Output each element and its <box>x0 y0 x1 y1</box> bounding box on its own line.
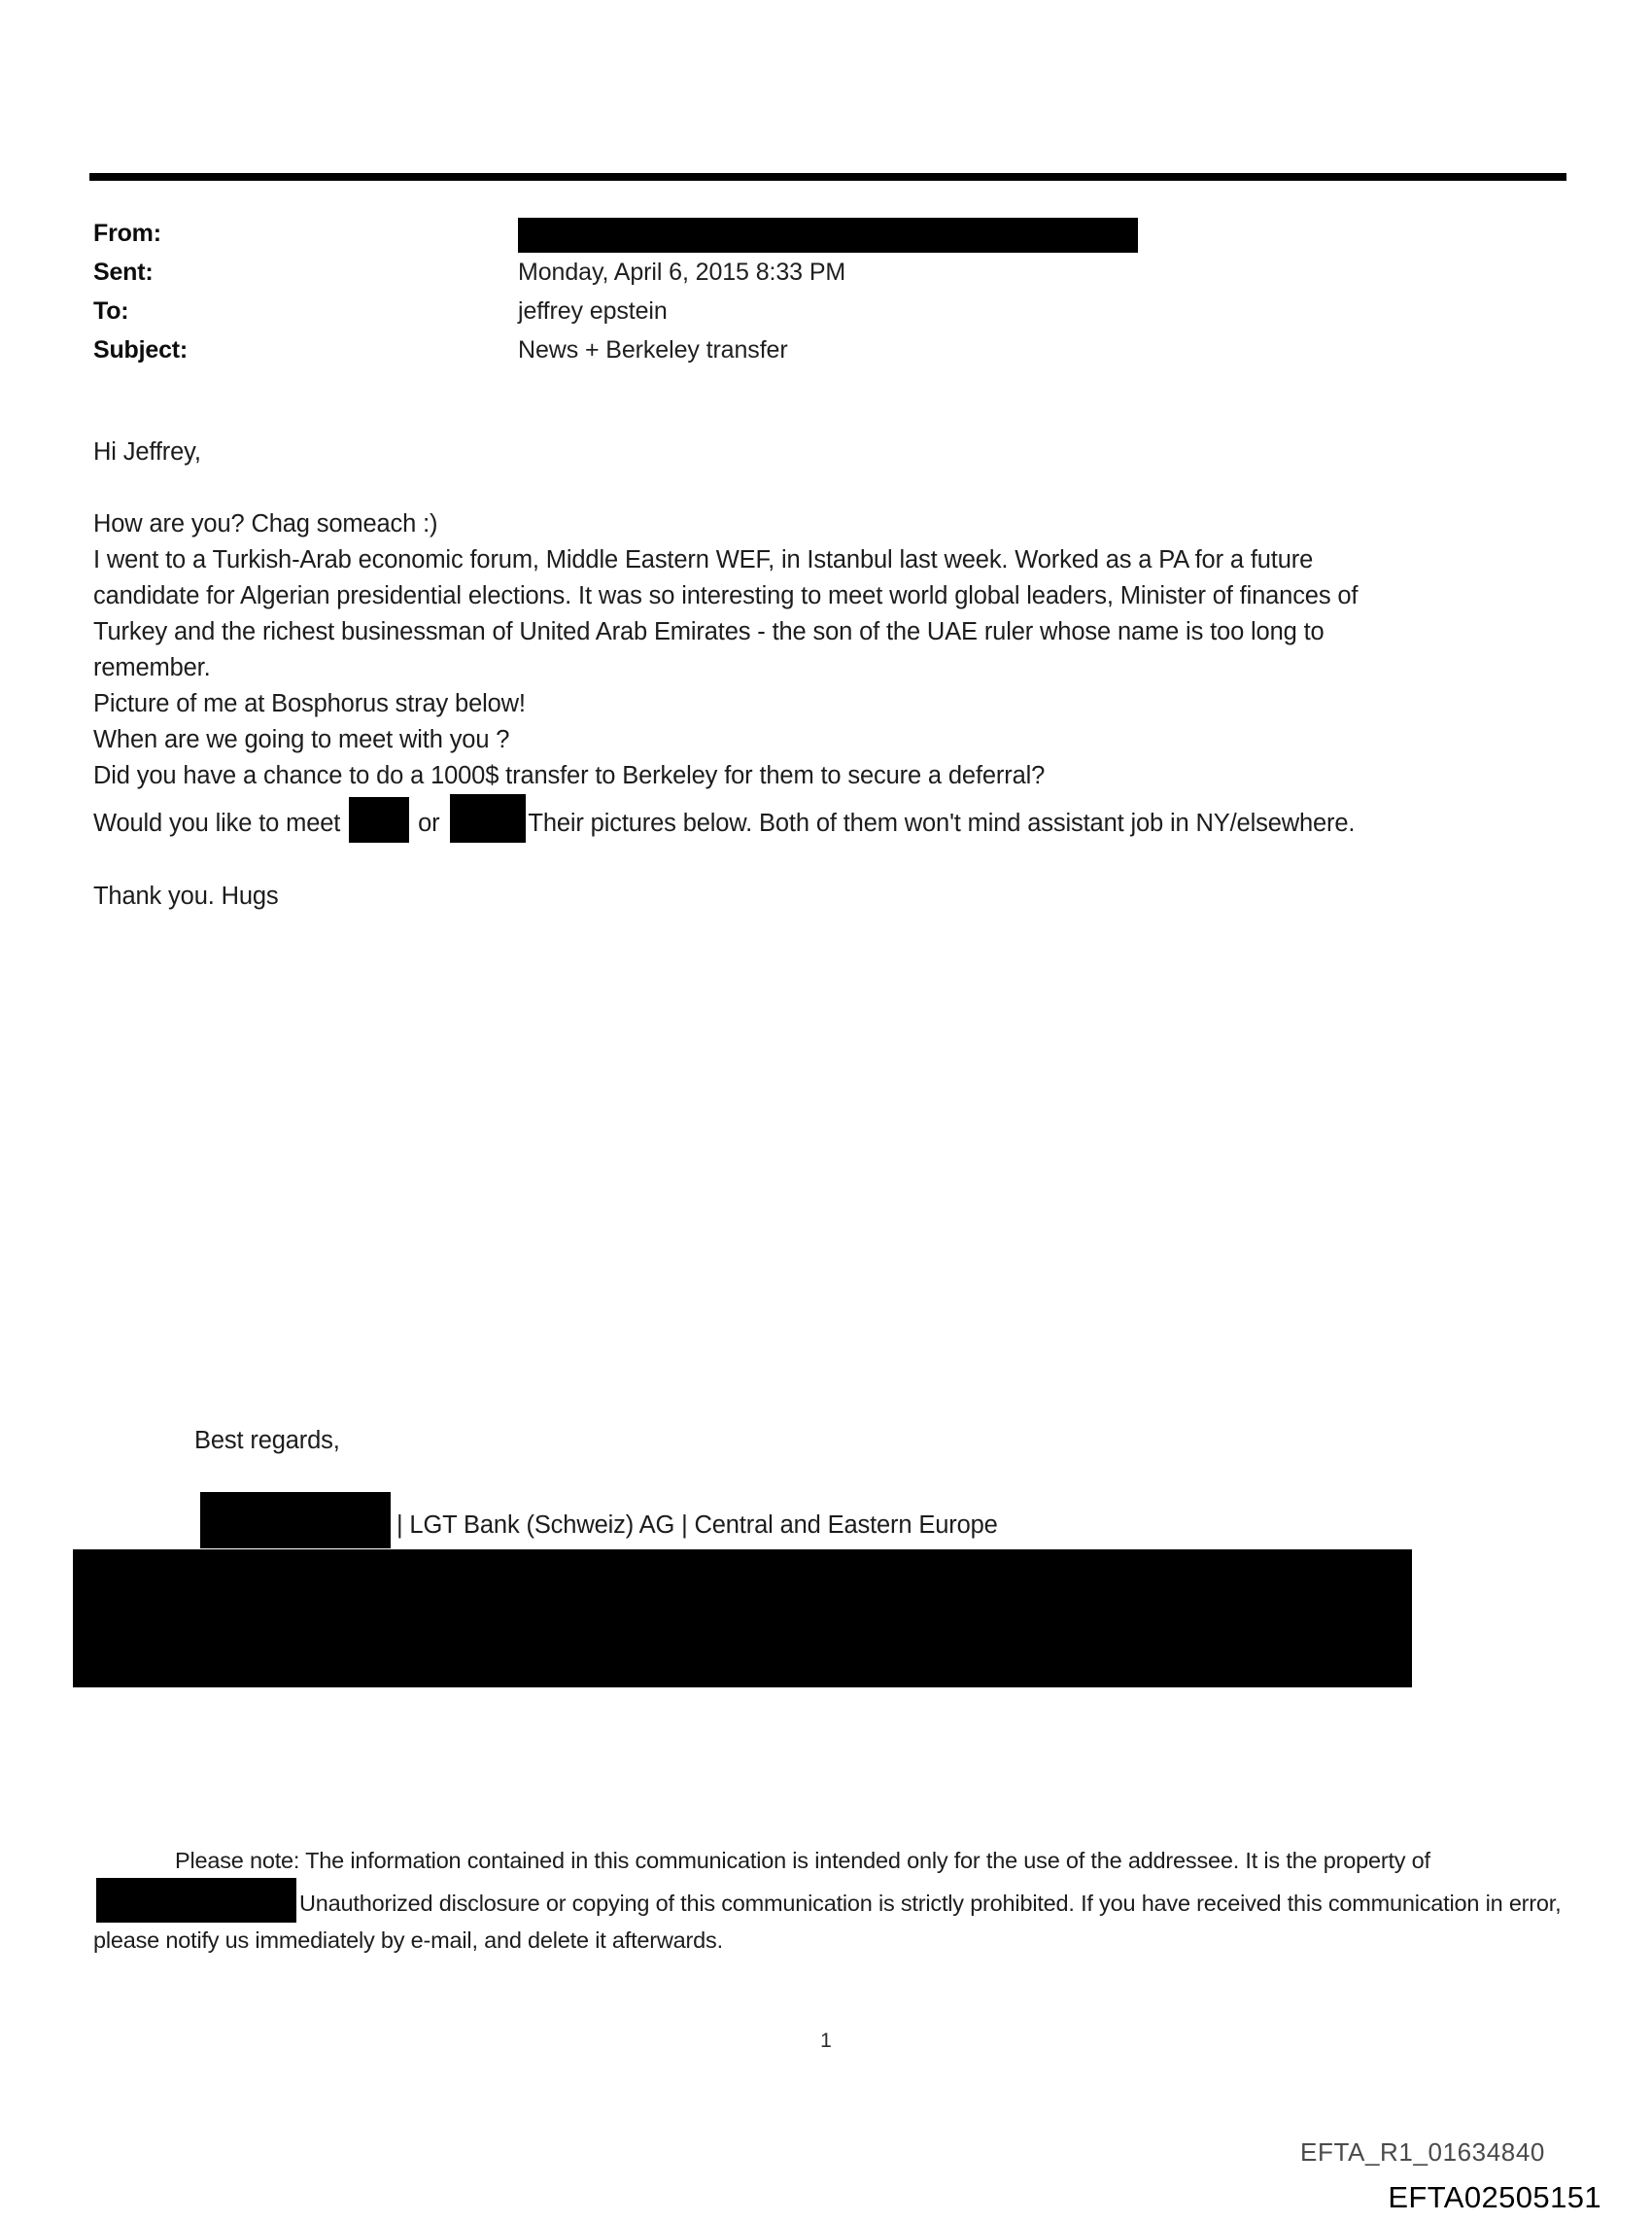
email-header-row-to <box>93 292 1454 330</box>
disclaimer-line-1: Please note: The information contained in this communication is intended only for the use of the addressee. It is <box>175 1848 1280 1873</box>
from-value <box>518 214 1138 253</box>
subject-label: Subject: <box>93 336 189 364</box>
email-header-row-subject <box>93 330 1454 369</box>
body-line-2c: Turkey and the richest businessman of United Arab Emirates - the son of the UAE ruler whose name is too long to <box>93 618 1325 645</box>
disclaimer-line-2-post: Unauthorized disclosure or copying of this communication is strictly prohibited. If you <box>299 1891 1136 1916</box>
email-header-row-sent <box>93 253 1454 292</box>
body-line-6-post: Their pictures below. Both of them won't mind assistant job in NY/elsewhere. <box>528 810 1356 837</box>
body-spacer-1 <box>93 470 1522 506</box>
redaction-bar-signature-name <box>200 1492 391 1548</box>
redaction-bar-property-owner <box>96 1878 296 1923</box>
signature-regards: Best regards, <box>194 1427 340 1454</box>
email-header-block <box>93 214 1454 369</box>
redaction-bar-from <box>518 218 1138 253</box>
body-line-6-pre: Would you like to meet <box>93 810 348 837</box>
sent-label: Sent: <box>93 259 154 286</box>
body-line-4: When are we going to meet with you ? <box>93 726 510 753</box>
redaction-bar-name-2 <box>450 794 526 843</box>
body-line-3: Picture of me at Bosphorus stray below! <box>93 690 526 717</box>
redaction-bar-name-1 <box>349 797 409 843</box>
disclaimer-line-2-pre: the property of <box>1286 1848 1430 1873</box>
body-line-6 <box>93 794 1522 843</box>
email-header-row-from <box>93 214 1454 253</box>
page-number: 1 <box>820 2030 832 2052</box>
bates-stamp-exhibit: EFTA02505151 <box>1388 2180 1601 2214</box>
body-line-5: Did you have a chance to do a 1000$ transfer to Berkeley for them to secure a deferral? <box>93 762 1046 789</box>
signature-affiliation: | LGT Bank (Schweiz) AG | Central and Eastern Europe <box>396 1511 998 1539</box>
subject-value: News + Berkeley transfer <box>518 336 788 364</box>
email-body <box>93 434 1522 915</box>
body-line-2a: I went to a Turkish-Arab economic forum, Middle Eastern WEF, in Istanbul last week. Worked as a PA for a future <box>93 546 1314 573</box>
body-greeting: Hi Jeffrey, <box>93 438 201 466</box>
body-line-1: How are you? Chag someach :) <box>93 510 438 538</box>
from-label: From: <box>93 220 161 247</box>
to-value: jeffrey epstein <box>518 297 668 325</box>
disclaimer-line-3: have received this communication in error, please notify us immediately by e-mail, and delete it afterwards. <box>93 1891 1562 1953</box>
body-spacer-2 <box>93 843 1522 879</box>
header-divider-rule <box>89 173 1566 181</box>
body-line-2d: remember. <box>93 654 211 681</box>
bates-stamp-production: EFTA_R1_01634840 <box>1300 2137 1545 2167</box>
body-closing: Thank you. Hugs <box>93 883 279 910</box>
redaction-block-signature-details <box>73 1549 1412 1687</box>
to-label: To: <box>93 297 129 325</box>
signature-line <box>194 1492 998 1548</box>
body-line-2b: candidate for Algerian presidential elections. It was so interesting to meet world global leaders, Minister of finances of <box>93 582 1359 609</box>
body-line-6-mid: or <box>411 810 447 837</box>
legal-disclaimer <box>93 1843 1563 1958</box>
sent-value: Monday, April 6, 2015 8:33 PM <box>518 259 846 286</box>
